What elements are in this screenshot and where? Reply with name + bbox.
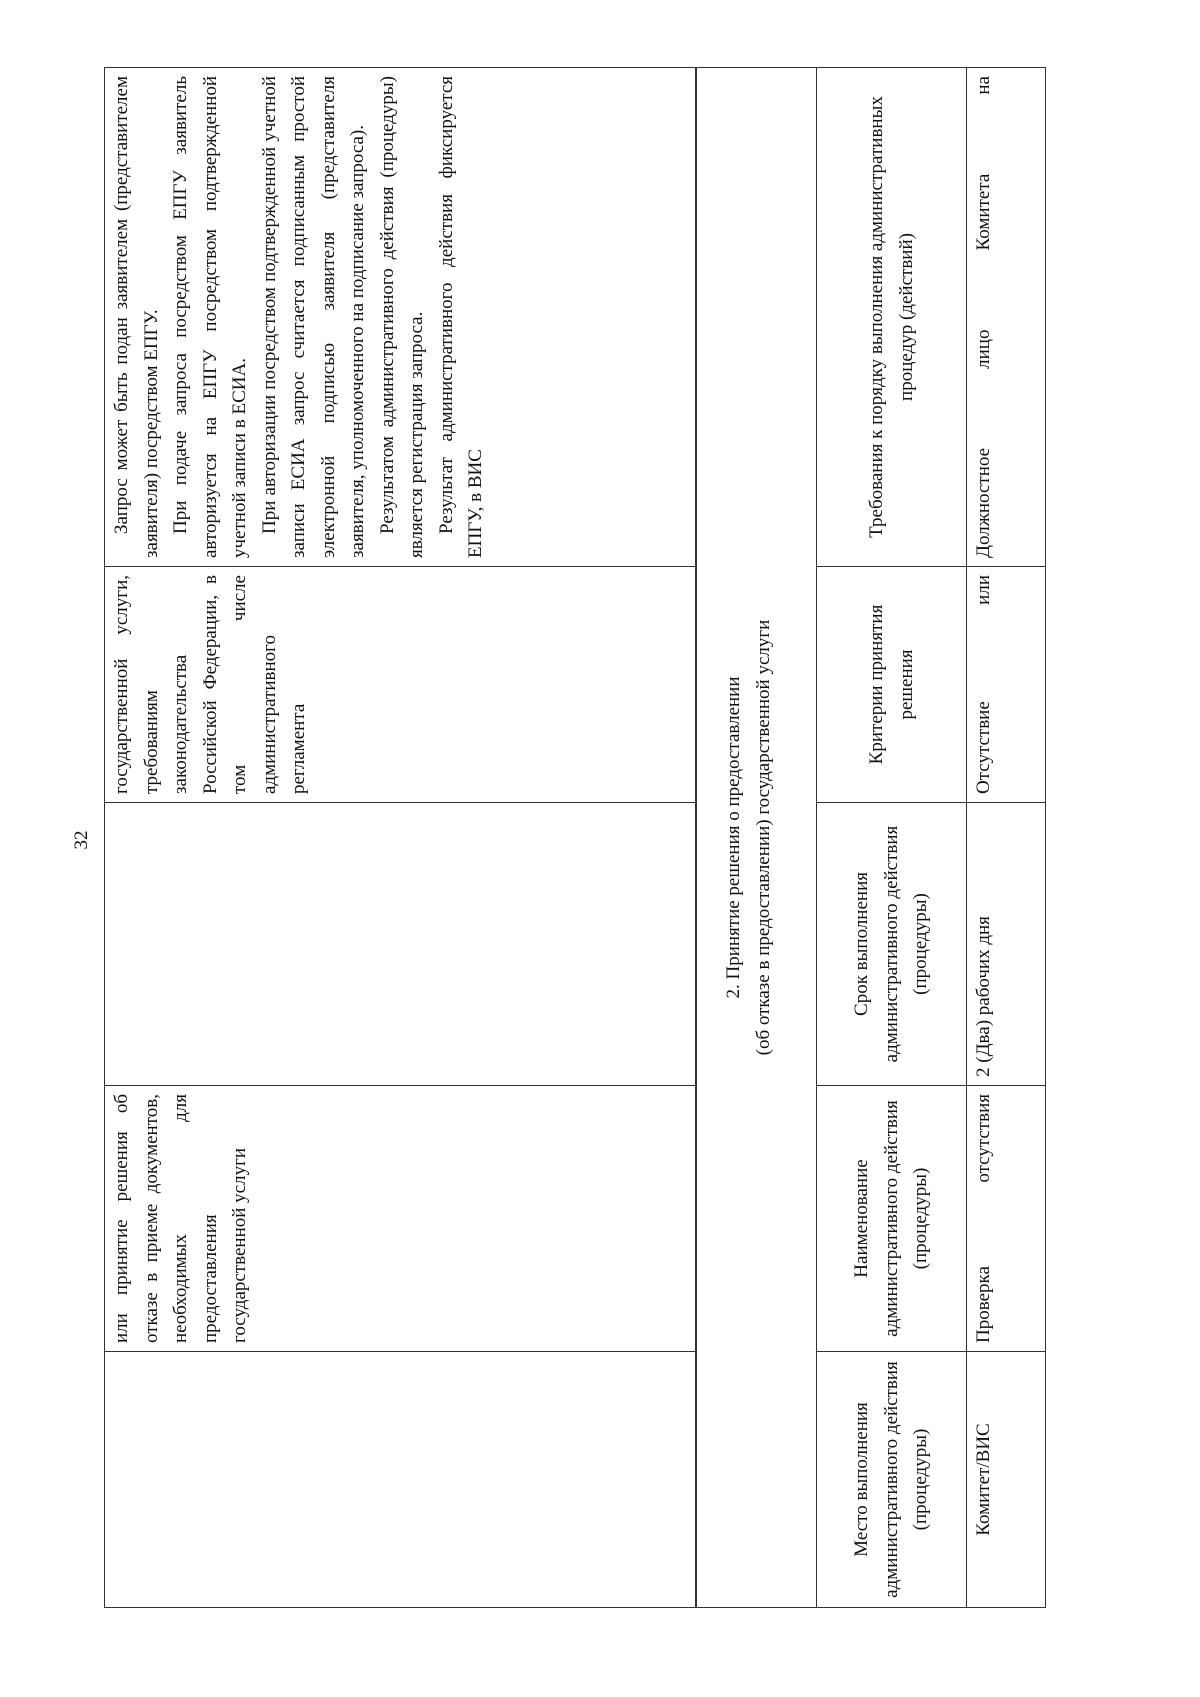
paragraph: Результат административного действия фиксируется ЕПГУ, в ВИС (435, 76, 486, 558)
column-header: Наименование административного действия (процедуры) (817, 1086, 967, 1352)
paragraph: При авторизации посредством подтвержденной учетной записи ЕСИА запрос считается подписанным простой электронной подписью заявителя (представителя заявителя, уполномоченного на подписание запроса). (258, 76, 368, 558)
table-cell-action (105, 1086, 696, 1352)
column-header: Срок выполнения административного действия (процедуры) (817, 803, 967, 1086)
table-cell: Должностное лицо Комитета на (967, 68, 1046, 567)
table-cell-criteria (105, 567, 696, 803)
decision-procedure-table (696, 67, 1046, 1608)
paragraph: Запрос может быть подан заявителем (представителем заявителя) посредством ЕПГУ. (111, 76, 162, 558)
table-header-row (817, 68, 967, 1608)
cell-text: или принятие решения об отказе в приеме документов, необходимых для предоставления государственной услуги (111, 1094, 250, 1343)
table-cell-term (105, 803, 696, 1086)
table-cell: Комитет/ВИС (967, 1352, 1046, 1608)
table-cell: Отсутствие или (967, 567, 1046, 803)
section-title (697, 68, 817, 1608)
cell-text: государственной услуги, требованиям законодательства Российской Федерации, в том числе административного регламента (111, 575, 309, 794)
rotated-page-content (104, 68, 1044, 1608)
section-title-line: (об отказе в предоставлении) государственной услуги (752, 619, 774, 1056)
page-number: 32 (71, 830, 92, 850)
table-cell: 2 (Два) рабочих дня (967, 803, 1046, 1086)
paragraph: При подаче запроса посредством ЕПГУ заявитель авторизуется на ЕПГУ посредством подтвержденной учетной записи в ЕСИА. (170, 76, 250, 558)
paragraph: Результатом административного действия (процедуры) является регистрация запроса. (376, 76, 427, 558)
section-title-line: 2. Принятие решения о предоставлении (723, 676, 744, 999)
table-row (105, 68, 696, 1608)
table-cell: Проверка отсутствия (967, 1086, 1046, 1352)
column-header: Место выполнения административного действия (процедуры) (817, 1352, 967, 1608)
table-cell-requirements (105, 68, 696, 567)
table-cell-place (105, 1352, 696, 1608)
section-title-row (697, 68, 817, 1608)
column-header: Требования к порядку выполнения административных процедур (действий) (817, 68, 967, 567)
column-header: Критерии принятия решения (817, 567, 967, 803)
table-row (967, 68, 1046, 1608)
continued-procedure-table (104, 67, 696, 1608)
